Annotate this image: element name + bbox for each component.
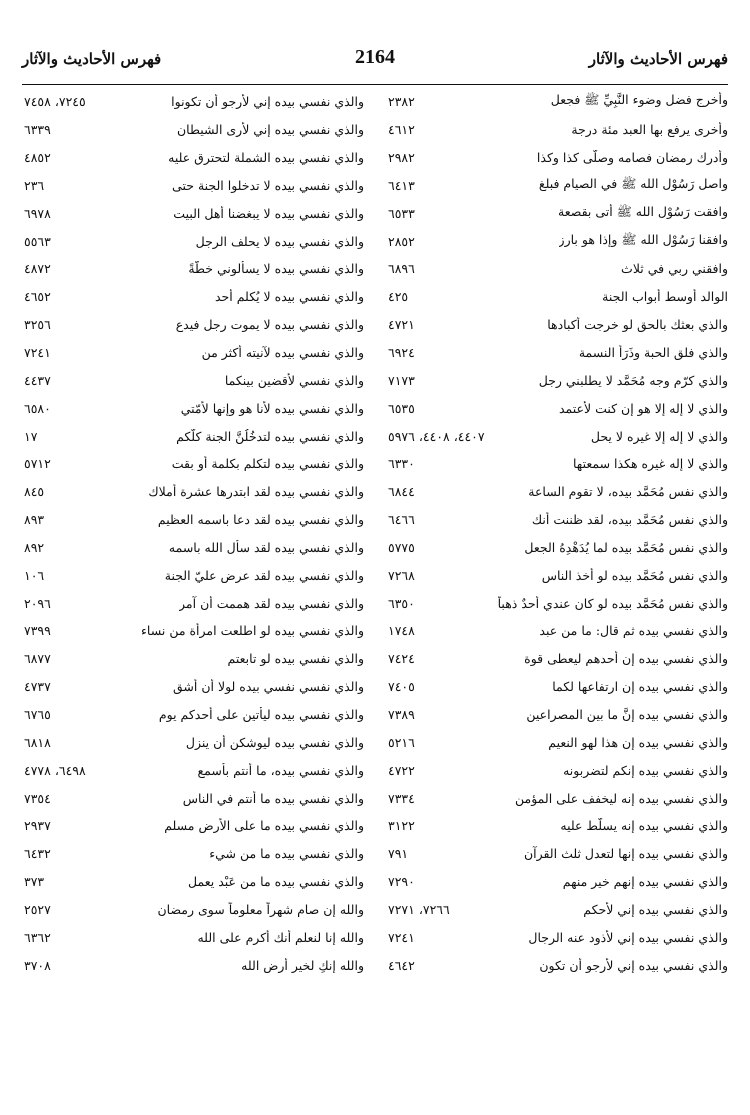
hadith-incipit: والذي نفسي بيده ليأتين على أحدكم يوم [158, 706, 364, 722]
hadith-reference-number: ٤٧٣٧ [24, 679, 51, 695]
hadith-reference-number: ٥٧١٢ [24, 456, 51, 472]
hadith-reference-number: ٧٤٢٤ [388, 651, 415, 667]
index-column-right [386, 88, 728, 1101]
index-entry [22, 617, 364, 645]
index-entry [386, 673, 728, 701]
hadith-incipit: والذي نفسي بيده إنهم خير منهم [562, 874, 728, 890]
index-columns [22, 88, 728, 1101]
index-entry [386, 561, 728, 589]
index-entry [22, 701, 364, 729]
index-entry [386, 422, 728, 450]
hadith-incipit: والذي نفسي بيده لا يُكلم أحد [215, 289, 364, 305]
hadith-incipit: والذي نفسي بيده لو اطلعت امرأة من نساء [141, 623, 364, 639]
hadith-incipit: والذي لا إله إلا غيره لا يحل [590, 428, 728, 444]
index-entry [22, 673, 364, 701]
hadith-incipit: والله إن صام شهراً معلوماً سوى رمضان [157, 901, 364, 917]
index-entry [386, 116, 728, 144]
hadith-reference-number: ٧٢٦٨ [388, 567, 415, 583]
hadith-incipit: والذي نفسي بيده إنه يسلّط عليه [560, 818, 728, 834]
hadith-incipit: والذي نفسي بيده لقد سأل الله باسمه [168, 539, 364, 555]
hadith-incipit: والذي نفسي بيده ما من شيء [209, 846, 364, 862]
hadith-reference-number: ١٧ [24, 428, 38, 444]
hadith-incipit: والذي نفسي بيده إني لأرجو أن تكون [539, 957, 728, 973]
hadith-reference-number: ٨٩٢ [24, 539, 45, 555]
hadith-incipit: والذي نفسي بيده لقد هممت أن آمر [179, 595, 364, 611]
hadith-reference-number: ٤٦٤٢ [388, 957, 415, 973]
index-entry [22, 840, 364, 868]
index-entry [386, 784, 728, 812]
index-entry [386, 450, 728, 478]
hadith-reference-number: ٧٢٤١ [388, 929, 415, 945]
hadith-incipit: والذي نفسي بيده إني لأرجو أن تكونوا [171, 94, 364, 110]
page-number: 2164 [355, 46, 395, 68]
hadith-incipit: والذي نفسي بيده لأنا هو وإنها لأُمّتي [180, 400, 364, 416]
index-entry [22, 645, 364, 673]
index-entry [22, 339, 364, 367]
index-entry [386, 923, 728, 951]
hadith-incipit: والذي نفسي بيده لقد ابتدرها عشرة أملاك [148, 484, 364, 500]
index-entry [386, 895, 728, 923]
hadith-incipit: والذي نفسي بيده لآنيته أكثر من [201, 345, 364, 361]
hadith-incipit: والذي نفسي بيده ليوشكن أن ينزل [185, 734, 364, 750]
hadith-incipit: والذي نفسي بيده إن هذا لهو النعيم [548, 734, 728, 750]
index-entry [22, 534, 364, 562]
hadith-incipit: والذي نفسي بيده إني لأحكم [583, 901, 728, 917]
hadith-incipit: والذي نفس مُحَمَّد بيده لو أخذ الناس [541, 567, 728, 583]
index-entry [386, 366, 728, 394]
page-header [22, 46, 728, 80]
hadith-incipit: والذي نفسي بيده لا يحلف الرجل [195, 233, 364, 249]
hadith-reference-number: ٦٤٦٦ [388, 512, 415, 528]
hadith-reference-number: ٢٠٩٦ [24, 595, 51, 611]
hadith-incipit: والذي نفسي لأقضين بينكما [224, 372, 364, 388]
hadith-reference-number: ٦٨٩٦ [388, 261, 415, 277]
hadith-reference-number: ٧١٧٣ [388, 372, 415, 388]
hadith-incipit: والذي نفسي بيده لا يسألوني خطَّةً [188, 261, 364, 277]
hadith-incipit: والذي نفسي بيده إن ارتفاعها لكما [552, 679, 728, 695]
hadith-incipit: والذي لا إله إلا هو إن كنت لأعتمد [558, 400, 728, 416]
index-entry [22, 255, 364, 283]
hadith-incipit: والذي نفسي بيده ما من عَبْد يعمل [188, 874, 364, 890]
index-entry [386, 478, 728, 506]
index-entry [22, 450, 364, 478]
hadith-reference-number: ٦٣٣٩ [24, 122, 51, 138]
hadith-reference-number: ٧٣٥٤ [24, 790, 51, 806]
index-entry [386, 199, 728, 227]
index-entry [22, 868, 364, 896]
index-entry [22, 422, 364, 450]
hadith-reference-number: ٢٥٢٧ [24, 901, 51, 917]
index-entry [22, 199, 364, 227]
hadith-reference-number: ٢٨٥٢ [388, 233, 415, 249]
hadith-reference-number: ٦٤٣٢ [24, 846, 51, 862]
hadith-reference-number: ٢٣٨٢ [388, 94, 415, 110]
hadith-reference-number: ٣١٢٢ [388, 818, 415, 834]
hadith-reference-number: ٧٣٨٩ [388, 706, 415, 722]
index-entry [386, 227, 728, 255]
index-entry [386, 88, 728, 116]
header-rule [22, 84, 728, 85]
index-entry [386, 728, 728, 756]
hadith-reference-number: ٤٨٥٢ [24, 150, 51, 166]
index-entry [386, 756, 728, 784]
hadith-incipit: والذي نفسي بيده إنها لتعدل ثلث القرآن [523, 846, 728, 862]
index-entry [386, 840, 728, 868]
hadith-incipit: الوالد أوسط أبواب الجنة [602, 289, 728, 305]
index-entry [386, 645, 728, 673]
hadith-reference-number: ٦٣٣٠ [388, 456, 415, 472]
hadith-reference-number: ٧٤٠٥ [388, 679, 415, 695]
index-entry [22, 589, 364, 617]
hadith-incipit: والذي كرّم وجه مُحَمَّد لا يطلبني رجل [538, 372, 728, 388]
index-entry [386, 951, 728, 979]
index-entry [22, 478, 364, 506]
hadith-reference-number: ٤٤٠٧، ٤٤٠٨، ٥٩٧٦ [388, 428, 485, 444]
hadith-incipit: والذي نفسي بيده إنه ليخفف على المؤمن [515, 790, 728, 806]
hadith-incipit: والذي نفسي بيده إنكم لتضربونه [563, 762, 728, 778]
hadith-reference-number: ٢٩٨٢ [388, 150, 415, 166]
hadith-incipit: والذي نفس مُحَمَّد بيده لو كان عندي أُحدٌ ذهباً [497, 595, 728, 611]
hadith-incipit: والذي نفسي بيده لا يموت رجل فيدع [175, 317, 364, 333]
hadith-incipit: والذي نفس مُحَمَّد بيده، لقد ظننت أنك [531, 512, 728, 528]
index-entry [386, 172, 728, 200]
index-entry [386, 589, 728, 617]
index-entry [22, 728, 364, 756]
running-title-right: فهرس الأحاديث والآثار [588, 50, 728, 68]
hadith-reference-number: ٣٢٥٦ [24, 317, 51, 333]
index-entry [22, 784, 364, 812]
hadith-reference-number: ٦٥٣٥ [388, 400, 415, 416]
hadith-reference-number: ٨٩٣ [24, 512, 45, 528]
index-entry [22, 116, 364, 144]
hadith-reference-number: ٧٢٩٠ [388, 874, 415, 890]
hadith-reference-number: ٤٧٢٢ [388, 762, 415, 778]
hadith-reference-number: ٤٢٥ [388, 289, 409, 305]
hadith-reference-number: ٤٨٧٢ [24, 261, 51, 277]
index-entry [386, 868, 728, 896]
hadith-incipit: والذي لا إله غيره هكذا سمعتها [573, 456, 728, 472]
index-entry [22, 756, 364, 784]
hadith-incipit: والذي نفسي بيده لقد دعا باسمه العظيم [157, 512, 364, 528]
index-entry [386, 534, 728, 562]
hadith-reference-number: ١٧٤٨ [388, 623, 415, 639]
hadith-reference-number: ٦٨٧٧ [24, 651, 51, 667]
hadith-reference-number: ٦٤٩٨، ٤٧٧٨ [24, 762, 86, 778]
hadith-reference-number: ٧٢٦٦، ٧٢٧١ [388, 901, 450, 917]
hadith-incipit: والذي نفسي بيده، ما أنتم بأسمع [197, 762, 364, 778]
hadith-incipit: والذي نفسي بيده إنَّ ما بين المصراعين [526, 706, 728, 722]
index-entry [386, 812, 728, 840]
hadith-incipit: والذي نفسي بيده إني لأذود عنه الرجال [528, 929, 728, 945]
hadith-incipit: وافقنا رَسُوْل الله ﷺ وإذا هو بارز [558, 231, 728, 247]
hadith-reference-number: ٨٤٥ [24, 484, 45, 500]
index-entry [22, 88, 364, 116]
hadith-incipit: وافقني ربي في ثلاث [621, 261, 728, 277]
hadith-reference-number: ٥٥٦٣ [24, 233, 51, 249]
index-entry [22, 506, 364, 534]
index-entry [22, 394, 364, 422]
index-entry [22, 561, 364, 589]
hadith-incipit: وأدرك رمضان فصامه وصلّى كذا وكذا [536, 150, 728, 166]
hadith-incipit: والذي نفسي بيده لقد عرض عليّ الجنة [164, 567, 364, 583]
index-entry [22, 283, 364, 311]
index-entry [22, 812, 364, 840]
index-entry [386, 506, 728, 534]
hadith-incipit: والله إنا لنعلم أنك أكرم على الله [197, 929, 364, 945]
hadith-reference-number: ٣٧٠٨ [24, 957, 51, 973]
index-entry [386, 144, 728, 172]
index-entry [22, 895, 364, 923]
hadith-reference-number: ٧٢٤١ [24, 345, 51, 361]
hadith-incipit: والذي نفسي بيده الشملة لتحترق عليه [168, 150, 364, 166]
hadith-reference-number: ٤٦١٢ [388, 122, 415, 138]
index-entry [386, 617, 728, 645]
hadith-reference-number: ٥٢١٦ [388, 734, 415, 750]
hadith-reference-number: ٦٨٤٤ [388, 484, 415, 500]
hadith-incipit: والذي نفسي بيده لا تدخلوا الجنة حتى [172, 177, 364, 193]
hadith-reference-number: ٤٧٢١ [388, 317, 415, 333]
running-title-left: فهرس الأحاديث والآثار [22, 50, 162, 68]
hadith-incipit: والذي نفسي بيده لا يبغضنا أهل البيت [173, 205, 364, 221]
hadith-incipit: والذي نفسي بيده إن أحدهم ليعطى قوة [524, 651, 728, 667]
hadith-incipit: والذي فلق الحبة وذَرَأ النسمة [578, 345, 728, 361]
hadith-reference-number: ٤٤٣٧ [24, 372, 51, 388]
hadith-reference-number: ٦٤١٣ [388, 177, 415, 193]
hadith-incipit: والذي نفسي بيده إني لأرى الشيطان [176, 122, 364, 138]
index-entry [386, 283, 728, 311]
index-entry [386, 311, 728, 339]
hadith-reference-number: ٦٧٦٥ [24, 706, 51, 722]
hadith-reference-number: ١٠٦ [24, 567, 45, 583]
index-column-left [22, 88, 364, 1101]
hadith-incipit: والذي نفسي بيده ثم قال: ما من عبد [539, 623, 728, 639]
hadith-incipit: والذي نفسي بيده لتدخُلُنَّ الجنة كلّكم [176, 428, 364, 444]
index-entry [386, 701, 728, 729]
index-entry [386, 339, 728, 367]
hadith-incipit: والذي نفس مُحَمَّد بيده، لا تقوم الساعة [528, 484, 728, 500]
hadith-reference-number: ٦٣٥٠ [388, 595, 415, 611]
hadith-incipit: وأخرى يرفع بها العبد مئة درجة [571, 122, 728, 138]
hadith-reference-number: ٧٩١ [388, 846, 409, 862]
hadith-reference-number: ٦٥٣٣ [388, 205, 415, 221]
hadith-reference-number: ٦٣٦٢ [24, 929, 51, 945]
hadith-incipit: والذي نفسي بيده ما أنتم في الناس [182, 790, 364, 806]
hadith-reference-number: ٢٩٣٧ [24, 818, 51, 834]
hadith-incipit: والذي نفسي بيده لو تابعتم [227, 651, 364, 667]
hadith-reference-number: ٦٥٨٠ [24, 400, 51, 416]
hadith-reference-number: ٥٧٧٥ [388, 539, 415, 555]
hadith-reference-number: ٦٩٧٨ [24, 205, 51, 221]
hadith-incipit: واصل رَسُوْل الله ﷺ في الصيام فبلغ [538, 175, 728, 191]
hadith-reference-number: ٢٣٦ [24, 177, 45, 193]
hadith-reference-number: ٦٩٢٤ [388, 345, 415, 361]
hadith-incipit: والذي نفسي بيده ما على الأرض مسلم [164, 818, 364, 834]
hadith-reference-number: ٦٨١٨ [24, 734, 51, 750]
index-entry [22, 951, 364, 979]
hadith-reference-number: ٤٦٥٢ [24, 289, 51, 305]
hadith-reference-number: ٧٣٩٩ [24, 623, 51, 639]
index-entry [22, 923, 364, 951]
index-entry [22, 172, 364, 200]
index-entry [22, 311, 364, 339]
index-entry [386, 255, 728, 283]
index-entry [22, 227, 364, 255]
hadith-reference-number: ٣٧٣ [24, 874, 45, 890]
hadith-incipit: والله إنكِ لخير أرض الله [241, 957, 364, 973]
hadith-incipit: والذي نفسي نفسي بيده لولا أن أشق [172, 679, 364, 695]
index-entry [22, 144, 364, 172]
hadith-incipit: والذي بعثك بالحق لو خرجت أكبادها [547, 317, 728, 333]
index-entry [386, 394, 728, 422]
hadith-reference-number: ٧٢٤٥، ٧٤٥٨ [24, 94, 86, 110]
hadith-incipit: وافقت رَسُوْل الله ﷺ أتى بقصعة [558, 203, 728, 219]
index-entry [22, 366, 364, 394]
hadith-reference-number: ٧٣٣٤ [388, 790, 415, 806]
hadith-incipit: وأخرج فضل وضوء النَّبِيِّ ﷺ فجعل [550, 92, 728, 108]
hadith-incipit: والذي نفسي بيده لتكلم بكلمة أو بقت [171, 456, 364, 472]
hadith-incipit: والذي نفس مُحَمَّد بيده لما يُدَهْدِهُ الجعل [524, 539, 728, 555]
